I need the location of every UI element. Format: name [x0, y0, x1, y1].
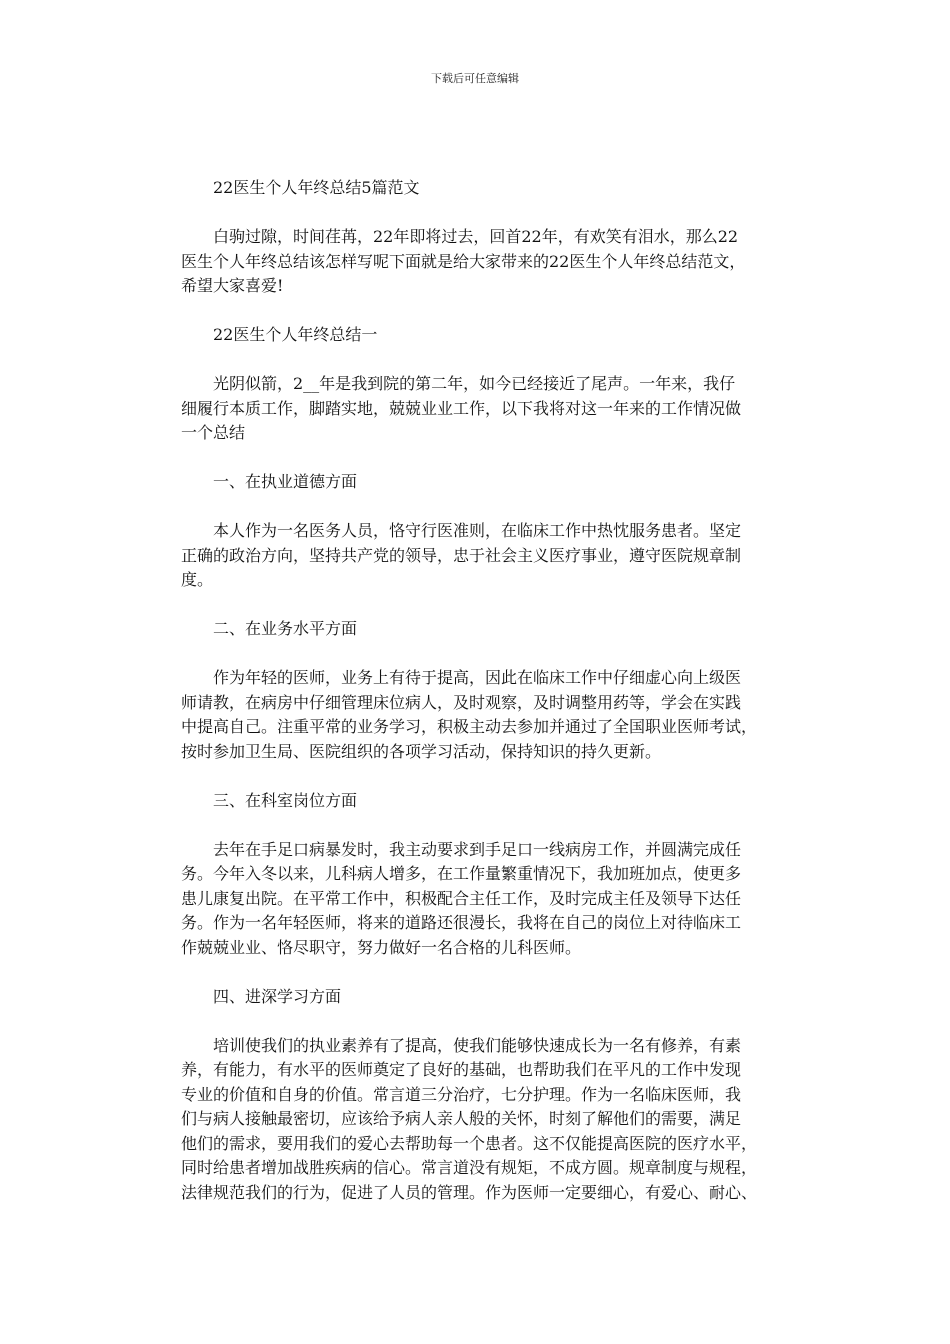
paragraph-line: 度。 [181, 570, 214, 589]
paragraph-line: 正确的政治方向，坚持共产党的领导，忠于社会主义医疗事业，遵守医院规章制 [181, 545, 742, 565]
paragraph-line: 同时给患者增加战胜疾病的信心。常言道没有规矩，不成方圆。规章制度与规程， [181, 1158, 758, 1177]
paragraph-line: 按时参加卫生局、医院组织的各项学习活动，保持知识的持久更新。 [181, 741, 662, 761]
paragraph-line: 师请教，在病房中仔细管理床位病人，及时观察，及时调整用药等，学会在实践 [181, 692, 742, 712]
heading-block [181, 617, 781, 642]
paragraph-line: 务。今年入冬以来，儿科病人增多，在工作量繁重情况下，我加班加点，使更多 [181, 864, 742, 883]
opening-paragraph [181, 372, 781, 446]
document-title: 22医生个人年终总结5篇范文 [213, 178, 420, 197]
paragraph-line: 一个总结 [181, 423, 246, 442]
paragraph-line: 作兢兢业业、恪尽职守，努力做好一名合格的儿科医师。 [181, 937, 582, 957]
section-title: 22医生个人年终总结一 [213, 325, 378, 344]
paragraph-line: 细履行本质工作，脚踏实地，兢兢业业工作，以下我将对这一年来的工作情况做 [181, 398, 742, 418]
paragraph-line: 法律规范我们的行为，促进了人员的管理。作为医师一定要细心，有爱心、耐心、 [181, 1182, 758, 1202]
paragraph-line: 作为年轻的医师，业务上有待于提高，因此在临床工作中仔细虚心向上级医 [213, 668, 742, 687]
paragraph-line: 中提高自己。注重平常的业务学习，积极主动去参加并通过了全国职业医师考试， [181, 717, 758, 736]
document-body [181, 176, 781, 1205]
paragraph-line: 希望大家喜爱! [181, 276, 284, 295]
ethics-paragraph [181, 519, 781, 593]
heading-block [181, 470, 781, 495]
heading-department-post: 三、在科室岗位方面 [213, 790, 358, 810]
heading-block [181, 789, 781, 814]
professional-paragraph [181, 666, 781, 764]
heading-further-study: 四、进深学习方面 [213, 986, 342, 1006]
section-title-block [181, 323, 781, 348]
heading-block [181, 985, 781, 1010]
study-paragraph [181, 1034, 781, 1206]
paragraph-line: 们与病人接触最密切，应该给予病人亲人般的关怀，时刻了解他们的需要，满足 [181, 1109, 742, 1128]
document-title-block [181, 176, 781, 201]
paragraph-line: 务。作为一名年轻医师，将来的道路还很漫长，我将在自己的岗位上对待临床工 [181, 913, 742, 932]
heading-ethics: 一、在执业道德方面 [213, 472, 358, 491]
paragraph-line: 本人作为一名医务人员，恪守行医准则，在临床工作中热忱服务患者。坚定 [213, 521, 742, 540]
paragraph-line: 专业的价值和自身的价值。常言道三分治疗，七分护理。作为一名临床医师，我 [181, 1084, 742, 1104]
intro-paragraph [181, 225, 781, 299]
paragraph-line: 去年在手足口病暴发时，我主动要求到手足口一线病房工作，并圆满完成任 [213, 839, 742, 859]
heading-professional-level: 二、在业务水平方面 [213, 619, 358, 638]
paragraph-line: 医生个人年终总结该怎样写呢下面就是给大家带来的22医生个人年终总结范文， [181, 251, 746, 271]
paragraph-line: 患儿康复出院。在平常工作中，积极配合主任工作，及时完成主任及领导下达任 [181, 888, 742, 908]
paragraph-line: 培训使我们的执业素养有了提高，使我们能够快速成长为一名有修养，有素 [213, 1035, 742, 1055]
page-header: 下载后可任意编辑 [431, 72, 519, 85]
paragraph-line: 白驹过隙，时间荏苒，22年即将过去，回首22年，有欢笑有泪水，那么22 [213, 227, 739, 246]
department-paragraph [181, 838, 781, 961]
paragraph-line: 养，有能力，有水平的医师奠定了良好的基础，也帮助我们在平凡的工作中发现 [181, 1060, 742, 1079]
paragraph-line: 光阴似箭，2__年是我到院的第二年，如今已经接近了尾声。一年来，我仔 [213, 374, 736, 393]
paragraph-line: 他们的需求，要用我们的爱心去帮助每一个患者。这不仅能提高医院的医疗水平， [181, 1133, 758, 1153]
